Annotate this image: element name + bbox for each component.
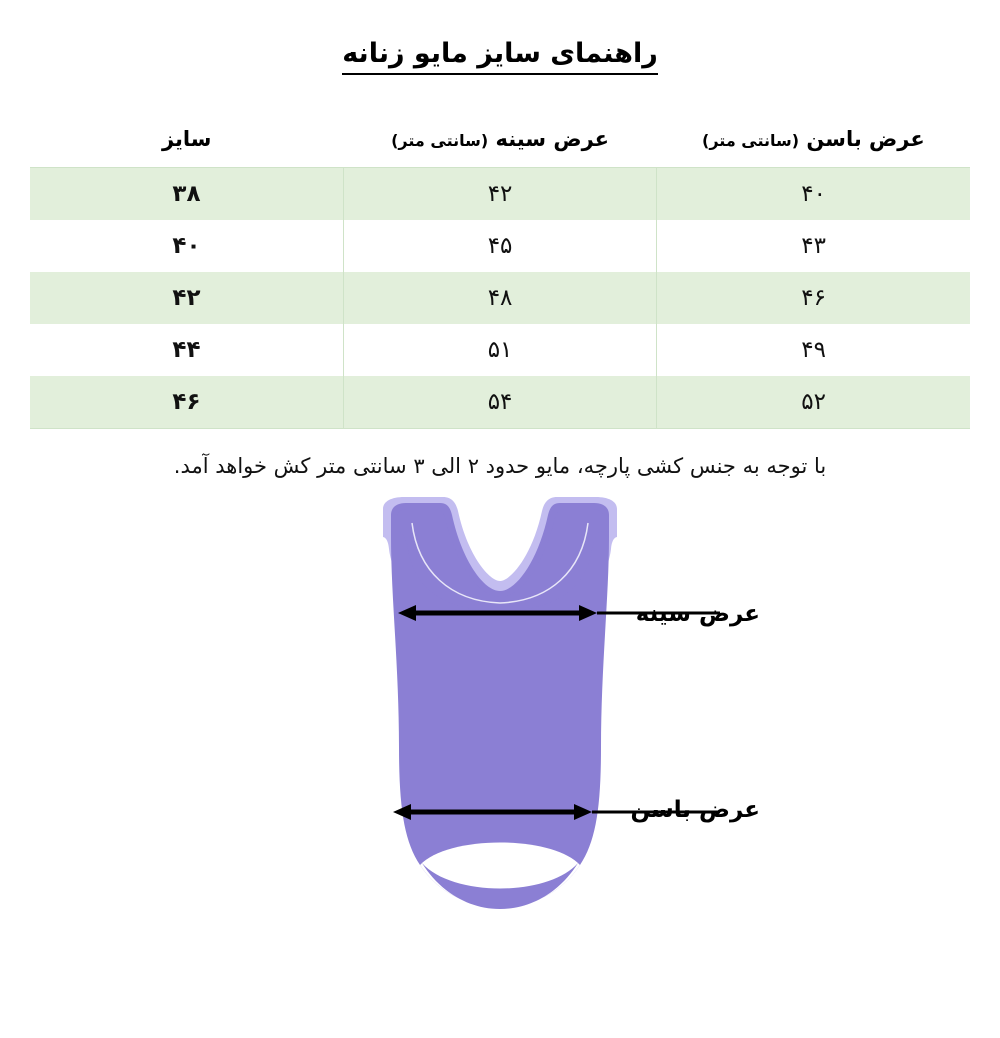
size-table bbox=[30, 127, 970, 429]
cell-chest: ۴۵ bbox=[343, 220, 656, 272]
column-header-chest bbox=[343, 127, 656, 168]
column-header-size-label: سایز bbox=[161, 127, 212, 151]
figure-label-chest: عرض سینه bbox=[635, 600, 760, 627]
size-guide-page bbox=[0, 38, 1000, 1038]
cell-chest: ۴۲ bbox=[343, 168, 656, 221]
column-header-chest-label: عرض سینه bbox=[495, 127, 609, 151]
cell-size: ۳۸ bbox=[30, 168, 343, 221]
table-row bbox=[30, 324, 970, 376]
page-title bbox=[0, 38, 1000, 75]
cell-hip: ۴۳ bbox=[657, 220, 970, 272]
table-row bbox=[30, 272, 970, 324]
table-row bbox=[30, 376, 970, 429]
swimsuit-figure bbox=[0, 497, 1000, 927]
stretch-note: با توجه به جنس کشی پارچه، مایو حدود ۲ الی ۳ سانتی متر کش خواهد آمد. bbox=[173, 454, 827, 478]
cell-chest: ۵۴ bbox=[343, 376, 656, 429]
column-header-chest-unit: (سانتی متر) bbox=[391, 131, 489, 150]
column-header-size bbox=[30, 127, 343, 168]
cell-hip: ۵۲ bbox=[657, 376, 970, 429]
size-table-container bbox=[30, 127, 970, 429]
cell-hip: ۴۹ bbox=[657, 324, 970, 376]
swimsuit-illustration bbox=[0, 497, 1000, 927]
cell-hip: ۴۶ bbox=[657, 272, 970, 324]
suit-body-group bbox=[391, 503, 609, 909]
cell-size: ۴۲ bbox=[30, 272, 343, 324]
column-header-hip-label: عرض باسن bbox=[806, 127, 925, 151]
column-header-hip bbox=[657, 127, 970, 168]
page-title-text: راهنمای سایز مایو زنانه bbox=[342, 38, 658, 75]
figure-label-hip: عرض باسن bbox=[630, 796, 760, 823]
cell-chest: ۴۸ bbox=[343, 272, 656, 324]
cell-size: ۴۶ bbox=[30, 376, 343, 429]
column-header-hip-unit: (سانتی متر) bbox=[702, 131, 800, 150]
table-row bbox=[30, 220, 970, 272]
table-row bbox=[30, 168, 970, 221]
table-header-row bbox=[30, 127, 970, 168]
cell-size: ۴۴ bbox=[30, 324, 343, 376]
size-table-head bbox=[30, 127, 970, 168]
cell-size: ۴۰ bbox=[30, 220, 343, 272]
cell-chest: ۵۱ bbox=[343, 324, 656, 376]
size-table-body bbox=[30, 168, 970, 429]
cell-hip: ۴۰ bbox=[657, 168, 970, 221]
